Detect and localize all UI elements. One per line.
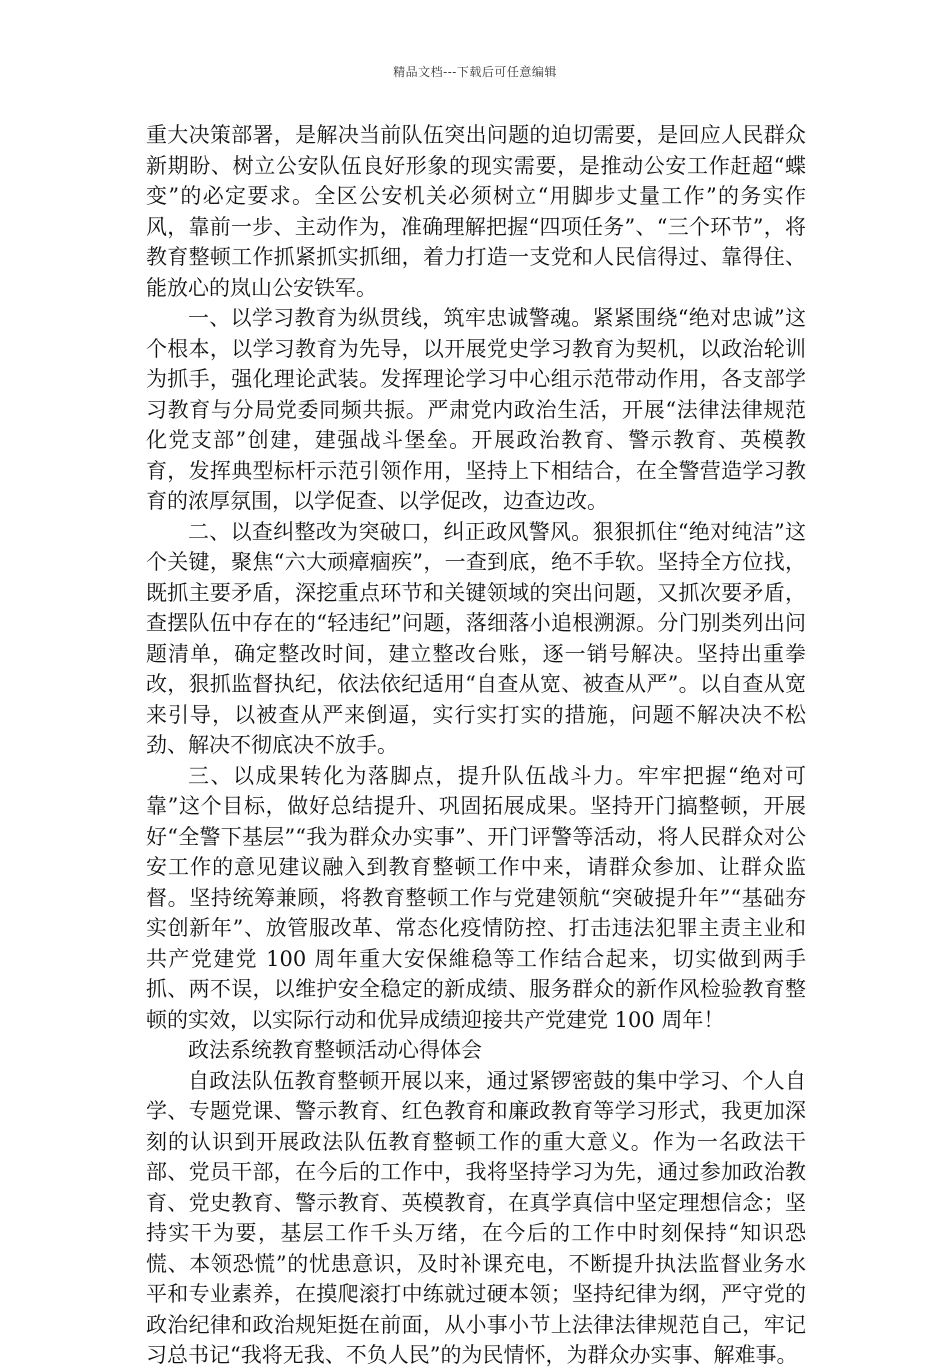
paragraph-section-one: 一、以学习教育为纵贯线，筑牢忠诚警魂。紧紧围绕“绝对忠诚”这个根本，以学习教育为先导，以开展党史学习教育为契机，以政治轮训为抓手，强化理论武装。发挥理论学习中心组示范带动作用，各支部学习教育与分局党委同频共振。严肃党内政治生活，开展“法律法律规范化党支部”创建，建强战斗堡垒。开展政治教育、警示教育、英模教育，发挥典型标杆示范引领作用，坚持上下相结合，在全警营造学习教育的浓厚氛围，以学促查、以学促改，边查边改。 bbox=[146, 306, 806, 513]
paragraph-reflection: 自政法队伍教育整顿开展以来，通过紧锣密鼓的集中学习、个人自学、专题党课、警示教育、红色教育和廉政教育等学习形式，我更加深刻的认识到开展政法队伍教育整顿工作的重大意义。作为一名政法干部、党员干部，在今后的工作中，我将坚持学习为先，通过参加政治教育、党史教育、警示教育、英模教育，在真学真信中坚定理想信念；坚持实干为要，基层工作千头万绪，在今后的工作中时刻保持“知识恐慌、本领恐慌”的忧患意识，及时补课充电，不断提升执法监督业务水平和专业素养，在摸爬滚打中练就过硬本领；坚持纪律为纲，严守党的政治纪律和政治规矩挺在前面，从小事小节上法律法律规范自己，牢记习总书记“我将无我、不负人民”的为民情怀，为群众办实事、解难事。 bbox=[146, 1068, 806, 1367]
document-body bbox=[146, 120, 806, 1371]
paragraph-intro: 重大决策部署，是解决当前队伍突出问题的迫切需要，是回应人民群众新期盼、树立公安队伍良好形象的现实需要，是推动公安工作赶超“蝶变”的必定要求。全区公安机关必须树立“用脚步丈量工作”的务实作风，靠前一步、主动作为，准确理解把握“四项任务”、“三个环节”，将教育整顿工作抓紧抓实抓细，着力打造一支党和人民信得过、靠得住、能放心的岚山公安铁军。 bbox=[146, 123, 806, 300]
page-header: 精品文档---下载后可任意编辑 bbox=[393, 65, 557, 79]
paragraph-section-two: 二、以查纠整改为突破口，纠正政风警风。狠狠抓住“绝对纯洁”这个关键，聚焦“六大顽瘴痼疾”，一查到底，绝不手软。坚持全方位找，既抓主要矛盾，深挖重点环节和关键领域的突出问题，又抓次要矛盾，查摆队伍中存在的“轻违纪”问题，落细落小追根溯源。分门别类列出问题清单，确定整改时间，建立整改台账，逐一销号解决。坚持出重拳改，狠抓监督执纪，依法依纪适用“自查从宽、被查从严”。以自查从宽来引导，以被查从严来倒逼，实行实打实的措施，问题不解决决不松劲、解决不彻底决不放手。 bbox=[146, 519, 806, 757]
paragraph-section-three: 三、以成果转化为落脚点，提升队伍战斗力。牢牢把握“绝对可靠”这个目标，做好总结提升、巩固拓展成果。坚持开门搞整顿，开展好“全警下基层”“我为群众办实事”、开门评警等活动，将人民群众对公安工作的意见建议融入到教育整顿工作中来，请群众参加、让群众监督。坚持统筹兼顾，将教育整顿工作与党建领航“突破提升年”“基础夯实创新年”、放管服改革、常态化疫情防控、打击违法犯罪主责主业和共产党建党 100 周年重大安保維稳等工作结合起来，切实做到两手抓、两不误，以维护安全稳定的新成绩、服务群众的新作风检验教育整顿的实效，以实际行动和优异成绩迎接共产党建党 100 周年！ bbox=[146, 763, 806, 1032]
section-title: 政法系统教育整顿活动心得体会 bbox=[188, 1038, 482, 1062]
